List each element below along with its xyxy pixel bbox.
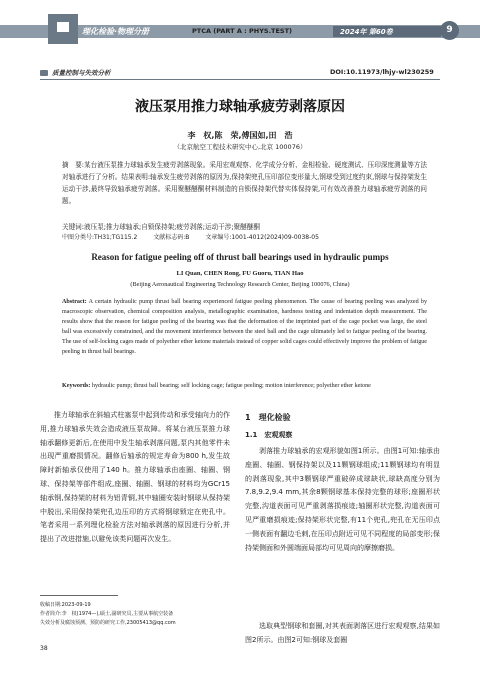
title-en: Reason for fatigue peeling off of thrust ball bearings used in hydraulic pumps [91, 252, 389, 262]
authors-en: LI Quan, CHEN Rong, FU Guoru, TIAN Hao [176, 270, 304, 277]
footnote-received: 收稿日期:2023-09-19 [40, 602, 91, 608]
keywords-en-text: hydraulic pump; thrust ball bearing; self locking cage; fatigue peeling; motion interference; polyether ether ketone [90, 383, 371, 389]
footnote-author-cont: 失效分析及腐蚀预测、预防的研究工作,23005413@qq.com [40, 620, 176, 626]
keywords-en-label: Keywords: [62, 383, 91, 389]
section-heading: 1 理化检验 [245, 413, 291, 422]
journal-logo-inner [57, 22, 69, 32]
journal-name: 理化检验·物理分册 [82, 27, 150, 36]
year-volume: 2024年 第60卷 [340, 28, 393, 36]
header-rule [40, 79, 440, 80]
title-cn: 液压泵用推力球轴承疲劳剥落原因 [135, 99, 345, 115]
subsection-heading: 1.1 宏观观察 [245, 431, 293, 439]
affiliation-en: (Beijing Aeronautical Engineering Technology Research Center, Beijing 100076, China) [130, 281, 350, 288]
page-number: 38 [40, 645, 48, 652]
issue-number: 9 [440, 21, 459, 40]
intro-paragraph: 推力球轴承在斜轴式柱塞泵中起到传动和承受轴向力的作用,推力球轴承失效会造成液压泵故障。将某台液压泵推力球轴承翻修更新后,在使用中发生轴承剥落问题,泵内其他零件未出现严重磨损情况。翻修后轴承的规定寿命为800 h,发生故障时新轴承仅使用了140 h。推力球轴承由座圈、轴圈、钢球、保持架等部件组成,座圈、轴圈、钢球的材料均为GCr15轴承钢,保持架的材料为铝青铜,其中轴圈安装时钢球从保持架中脱出,采用保持架兜孔边压印的方式将钢球锁定在兜孔中。笔者采用一系列理化检验方法对轴承剥落的原因进行分析,并提出了改进措施,以避免该类问题再次发生。 [40, 411, 230, 544]
section-tag: 质量控制与失效分析 [52, 69, 111, 77]
abstract-en-text: A certain hydraulic pump thrust ball bearing experienced fatigue peeling phenomenon. The cause of bearing peeling was analyzed by macroscopic observation, chemical composition analysis, metallographic examination, hardness testing and indentation depth measurement. The results show that the reason for fatigue peeling of the bearing was that the deformation of the imprinted part of the cage pocket was large, the steel ball was excessively constrained, and the movement interference between the steel ball and the cage ultimately led to fatigue peeling of the bearing. The use of self-locking cages made of polyether ether ketone materials instead of copper solid cages could effectively improve the problem of fatigue peeling in thrust ball bearings. [62, 299, 427, 355]
classification-line [62, 233, 427, 243]
affiliation-cn: （北京航空工程技术研究中心,北京 100076） [173, 143, 307, 151]
keywords-en [62, 381, 427, 391]
abstract-en [62, 297, 427, 357]
footnote-rule [40, 595, 118, 596]
article-number: 文章编号:1001-4012(2024)09-0038-05 [205, 234, 319, 241]
authors-cn: 李 权,陈 荣,傅国如,田 浩 [187, 131, 293, 140]
keywords-cn: 关键词:液压泵;推力球轴承;自锁保持架;疲劳剥落;运动干涉;聚醚醚酮 [62, 223, 260, 231]
section-paragraph: 剥落推力球轴承的宏观形貌如图1所示。由图1可知:轴承由座圈、轴圈、钢保持架以及11颗钢球组成;11颗钢球均有明显的剥落现象,其中3颗钢球严重破碎成球缺状,球缺高度分别为7.8,9.2,9.4 mm,其余8颗钢球基本保持完整的球形;座圈形状完整,沟道表面可见严重剥落损痕迹;轴圈形状完整,沟道表面可见严重磨损痕迹;保持架形状完整,有11个兜孔,兜孔在无压印点一侧表面有翻边毛刺,在压印点附近可见不同程度的局部变形;保持架侧面和外圆端面局部均可见周向的摩擦磨损。 [245, 447, 440, 552]
clc-number: 中图分类号:TH31;TG115.2 [62, 234, 138, 241]
journal-series: PTCA (PART A : PHYS.TEST) [192, 27, 293, 35]
footnote-author: 作者简介:李 权(1974—),硕士,副研究员,主要从事航空装备 [40, 611, 174, 617]
section-tag-icon [40, 70, 48, 76]
abstract-en-label: Abstract: [62, 299, 87, 305]
abstract-cn: 摘 要:某台液压泵推力球轴承发生疲劳剥落现象。采用宏观观察、化学成分分析、金相检验、硬度测试、压印深度测量等方法对轴承进行了分析。结果表明:轴承发生疲劳剥落的原因为,保持架兜孔压印部位变形量大,钢球受到过度约束,钢球与保持架发生运动干涉,最终导致轴承疲劳剥落。采用聚醚醚酮材料制造的自锁保持架代替实体保持架,可有效改善推力球轴承疲劳剥落的问题。 [62, 161, 427, 205]
section-paragraph-2: 选取典型钢球和套圈,对其表面剥落区进行宏观观察,结果如图2所示。由图2可知:钢球及套圈 [245, 622, 440, 644]
doi: DOI:10.11973/lhjy-wl230259 [330, 68, 434, 76]
doc-code: 文献标志码:B [153, 234, 190, 241]
